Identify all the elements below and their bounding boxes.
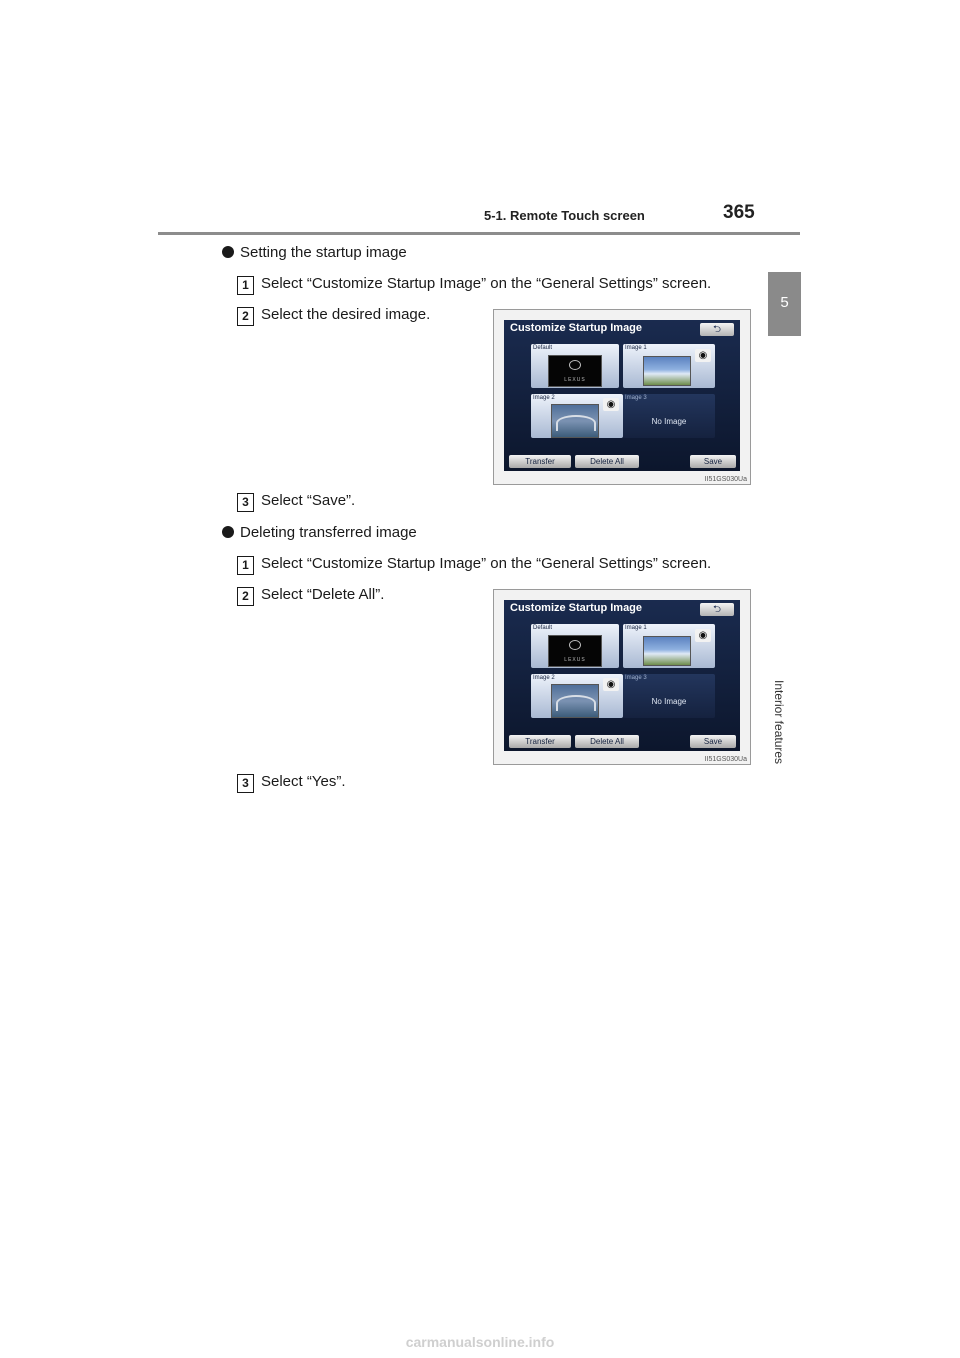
chapter-number: 5 (780, 294, 789, 311)
step-number-icon: 1 (237, 556, 254, 575)
bullet-icon (222, 246, 234, 258)
screen-figure (493, 309, 751, 485)
tile-image-3[interactable] (623, 674, 715, 718)
tile-label: Default (533, 625, 553, 631)
transfer-button[interactable]: Transfer (509, 455, 571, 468)
tile-label: Image 2 (533, 395, 555, 401)
transfer-button[interactable]: Transfer (509, 735, 571, 748)
step-text: Select “Customize Startup Image” on the “General Settings” screen. (261, 275, 712, 292)
bridge-thumbnail (551, 404, 599, 438)
tile-label: Image 2 (533, 675, 555, 681)
camera-icon[interactable]: ◉ (603, 678, 619, 691)
delete-all-button[interactable]: Delete All (575, 455, 639, 468)
sky-thumbnail (643, 356, 691, 386)
delete-all-button[interactable]: Delete All (575, 735, 639, 748)
no-image-label: No Image (651, 417, 687, 426)
tile-image-1[interactable] (623, 344, 715, 388)
bridge-thumbnail (551, 684, 599, 718)
header-divider (158, 232, 800, 235)
return-arrow-icon[interactable]: ⮌ (700, 603, 734, 616)
procedure-heading: Setting the startup image (222, 244, 407, 261)
tile-label: Default (533, 345, 553, 351)
step-text: Select “Yes”. (261, 773, 346, 790)
step-text: Select “Save”. (261, 492, 356, 509)
step-text: Select “Delete All”. (261, 586, 385, 603)
save-button[interactable]: Save (690, 735, 736, 748)
sky-thumbnail (643, 636, 691, 666)
step-number-icon: 3 (237, 774, 254, 793)
tile-label: Image 1 (625, 625, 647, 631)
return-arrow-icon[interactable]: ⮌ (700, 323, 734, 336)
lexus-logo-thumbnail: LEXUS (548, 355, 602, 387)
customize-startup-screen (504, 320, 740, 471)
tile-image-2[interactable] (531, 674, 623, 718)
no-image-label: No Image (651, 697, 687, 706)
bridge-arc (556, 415, 596, 431)
bullet-icon (222, 526, 234, 538)
tile-label: Image 3 (625, 395, 647, 401)
save-button[interactable]: Save (690, 455, 736, 468)
bridge-arc (556, 695, 596, 711)
step-number-icon: 3 (237, 493, 254, 512)
step-text: Select “Customize Startup Image” on the “General Settings” screen. (261, 555, 712, 572)
page-number: 365 (723, 202, 755, 223)
camera-icon[interactable]: ◉ (695, 349, 711, 362)
camera-icon[interactable]: ◉ (603, 398, 619, 411)
screen-title: Customize Startup Image (510, 602, 643, 614)
lexus-emblem-icon (569, 360, 581, 370)
tile-label: Image 3 (625, 675, 647, 681)
step-number-icon: 2 (237, 307, 254, 326)
step-number-icon: 1 (237, 276, 254, 295)
customize-startup-screen (504, 600, 740, 751)
tile-default[interactable] (531, 344, 619, 388)
tile-default[interactable] (531, 624, 619, 668)
chapter-label: Interior features (772, 680, 786, 765)
lexus-emblem-icon (569, 640, 581, 650)
figure-code: II51GS030Ua (704, 756, 747, 763)
step-text: Select the desired image. (261, 306, 431, 323)
lexus-logo-thumbnail: LEXUS (548, 635, 602, 667)
tile-image-2[interactable] (531, 394, 623, 438)
figure-code: II51GS030Ua (704, 476, 747, 483)
tile-image-1[interactable] (623, 624, 715, 668)
tile-image-3[interactable] (623, 394, 715, 438)
screen-figure (493, 589, 751, 765)
procedure-heading: Deleting transferred image (222, 524, 417, 541)
step-number-icon: 2 (237, 587, 254, 606)
tile-label: Image 1 (625, 345, 647, 351)
watermark: carmanualsonline.info (405, 1334, 555, 1350)
camera-icon[interactable]: ◉ (695, 629, 711, 642)
screen-title: Customize Startup Image (510, 322, 643, 334)
section-title: 5-1. Remote Touch screen (484, 208, 645, 223)
